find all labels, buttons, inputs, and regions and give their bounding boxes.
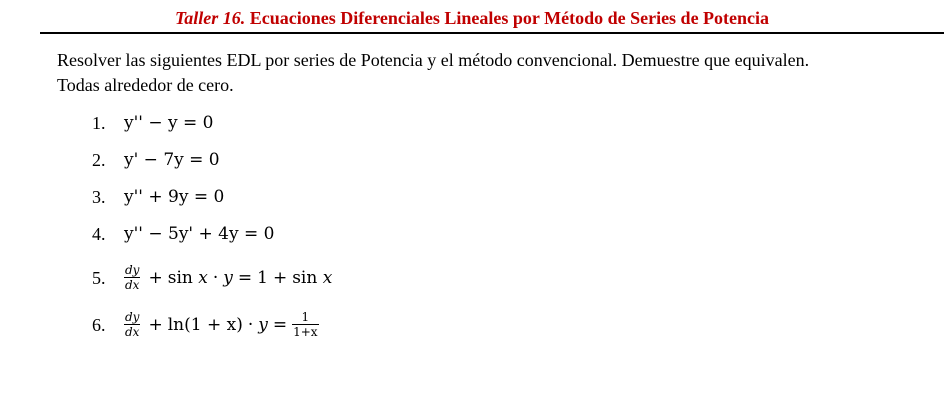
instructions-line-2: Todas alrededor de cero.: [57, 75, 234, 95]
exercise-equation: y'' − y = 0: [124, 113, 214, 133]
fraction-numerator: 1: [301, 310, 310, 324]
exercise-equation: y'' − 5y' + 4y = 0: [124, 224, 275, 244]
sin-function: sin: [167, 268, 193, 288]
exercise-item-6: [92, 310, 322, 340]
exercise-item-5: [92, 263, 332, 293]
title-label: Taller 16.: [174, 8, 246, 28]
title-text: Ecuaciones Diferenciales Lineales por Método de Series de Potencia: [245, 8, 770, 28]
exercise-list: [92, 0, 692, 413]
exercise-number: 5.: [92, 267, 106, 288]
fraction-numerator: dy: [125, 263, 140, 277]
exercise-item-4: [92, 219, 274, 249]
exercise-item-1: [92, 108, 213, 138]
ln-function: ln: [167, 315, 185, 335]
fraction-denominator: 1+x: [293, 325, 318, 339]
exercise-number: 2.: [92, 149, 106, 170]
exercise-number: 1.: [92, 112, 106, 133]
fraction-denominator: dx: [125, 325, 140, 339]
exercise-number: 6.: [92, 314, 106, 335]
exercise-equation-rendered: $\frac{dy}{dx}$ + ln (1 + x) · y = $\frac{1}{1+x}$: [125, 310, 318, 339]
exercise-number: 4.: [92, 223, 106, 244]
exercise-item-3: [92, 182, 224, 212]
exercise-equation-rendered: $\frac{dy}{dx}$ + sin x · y = 1 + sin x: [125, 263, 333, 292]
fraction-numerator: dy: [125, 310, 140, 324]
exercise-number: 3.: [92, 186, 106, 207]
rhs-fraction: [292, 311, 318, 339]
exercise-item-2: [92, 145, 220, 175]
derivative-fraction: [124, 311, 140, 339]
exercise-equation: y'' + 9y = 0: [124, 187, 225, 207]
derivative-fraction: [124, 264, 140, 292]
ln-argument: (1 + x): [184, 315, 243, 335]
fraction-denominator: dx: [125, 278, 140, 292]
instructions-line-1: Resolver las siguientes EDL por series de Potencia y el método convencional. Demuestre que equivalen.: [57, 50, 810, 70]
exercise-equation: y' − 7y = 0: [124, 150, 220, 170]
